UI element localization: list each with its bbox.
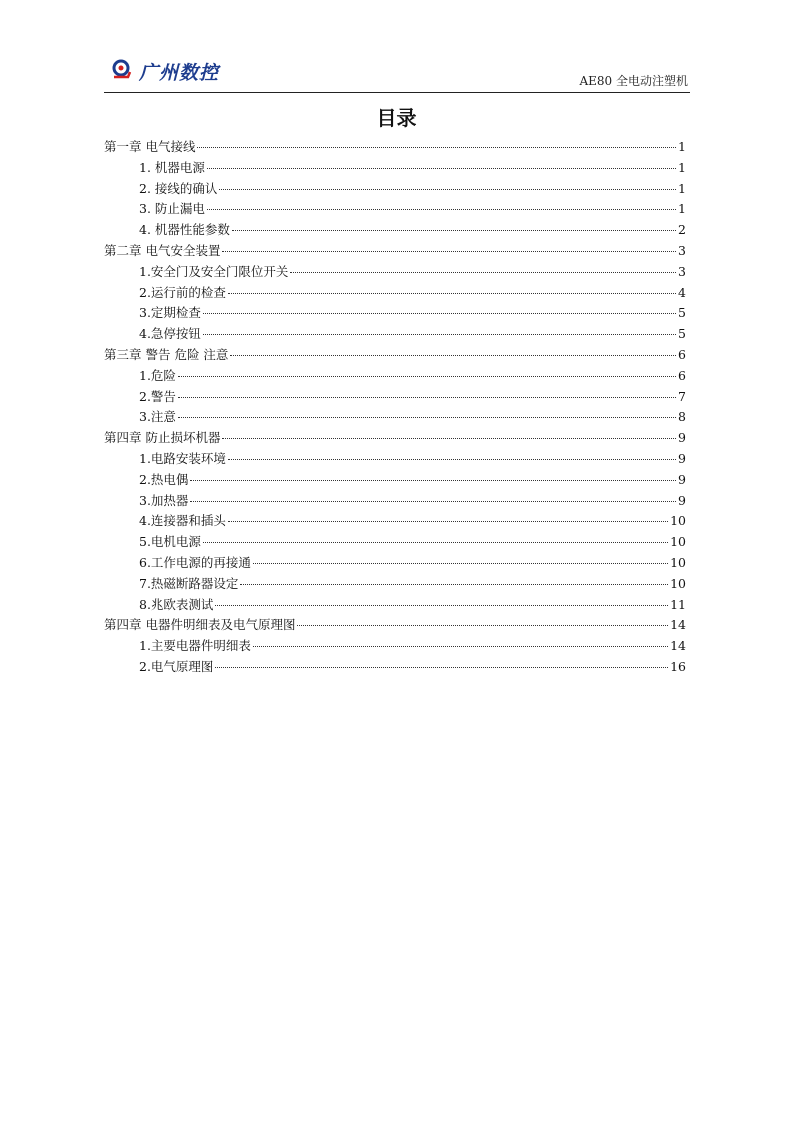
toc-section-entry[interactable] (104, 158, 686, 179)
toc-dot-leader (232, 230, 676, 231)
toc-section-entry[interactable] (104, 491, 686, 512)
toc-chapter-entry[interactable] (104, 241, 686, 262)
toc-dot-leader (219, 189, 676, 190)
toc-page-number: 11 (670, 596, 686, 612)
toc-entry-label: 第三章 警告 危险 注意 (104, 346, 229, 362)
toc-entry-label: 7.热磁断路器设定 (139, 575, 239, 591)
toc-dot-leader (228, 521, 668, 522)
toc-entry-label: 4.连接器和插头 (139, 513, 226, 529)
toc-dot-leader (222, 438, 676, 439)
toc-dot-leader (203, 334, 676, 335)
page-header (104, 54, 690, 93)
toc-page-number: 9 (678, 450, 686, 466)
gsk-logo-icon (110, 58, 136, 84)
toc-entry-label: 1.危险 (139, 367, 176, 383)
toc-section-entry[interactable] (104, 324, 686, 345)
toc-entry-label: 1. 机器电源 (139, 159, 205, 175)
toc-entry-label: 5.电机电源 (139, 534, 201, 550)
toc-section-entry[interactable] (104, 366, 686, 387)
toc-section-entry[interactable] (104, 262, 686, 283)
toc-title: 目录 (376, 106, 417, 130)
toc-section-entry[interactable] (104, 407, 686, 428)
toc-dot-leader (290, 272, 676, 273)
toc-entry-label: 8.兆欧表测试 (139, 596, 214, 612)
toc-dot-leader (253, 646, 668, 647)
toc-page-number: 9 (678, 492, 686, 508)
toc-entry-label: 1.安全门及安全门限位开关 (139, 263, 289, 279)
toc-entry-label: 1.主要电器件明细表 (139, 638, 251, 654)
toc-page-number: 9 (678, 430, 686, 446)
toc-entry-label: 3.定期检查 (139, 305, 201, 321)
toc-entry-label: 2.热电偶 (139, 471, 189, 487)
toc-section-entry[interactable] (104, 511, 686, 532)
toc-page-number: 10 (670, 575, 686, 591)
toc-chapter-entry[interactable] (104, 137, 686, 158)
toc-entry-label: 第二章 电气安全装置 (104, 242, 221, 258)
toc-entry-label: 3. 防止漏电 (139, 201, 205, 217)
toc-entry-label: 4. 机器性能参数 (139, 222, 230, 238)
toc-page-number: 1 (678, 159, 686, 175)
toc-dot-leader (178, 376, 676, 377)
toc-section-entry[interactable] (104, 387, 686, 408)
toc-section-entry[interactable] (104, 199, 686, 220)
toc-page-number: 10 (670, 554, 686, 570)
toc-section-entry[interactable] (104, 179, 686, 200)
toc-dot-leader (228, 459, 676, 460)
toc-dot-leader (297, 625, 668, 626)
toc-dot-leader (203, 542, 668, 543)
toc-section-entry[interactable] (104, 595, 686, 616)
toc-section-entry[interactable] (104, 449, 686, 470)
toc-entry-label: 1.电路安装环境 (139, 450, 226, 466)
toc-page-number: 3 (678, 242, 686, 258)
toc-entry-label: 2.电气原理图 (139, 658, 214, 674)
toc-dot-leader (222, 251, 676, 252)
toc-dot-leader (197, 147, 676, 148)
toc-page-number: 8 (678, 409, 686, 425)
toc-section-entry[interactable] (104, 532, 686, 553)
toc-page-number: 6 (678, 346, 686, 362)
toc-page-number: 9 (678, 471, 686, 487)
toc-dot-leader (253, 563, 668, 564)
toc-section-entry[interactable] (104, 283, 686, 304)
toc-section-entry[interactable] (104, 574, 686, 595)
toc-page-number: 14 (670, 638, 686, 654)
toc-page-number: 2 (678, 222, 686, 238)
toc-page-number: 6 (678, 367, 686, 383)
document-title: AE80 全电动注塑机 (579, 74, 688, 88)
toc-page-number: 5 (678, 305, 686, 321)
toc-entry-label: 3.注意 (139, 409, 176, 425)
toc-entry-label: 2.警告 (139, 388, 176, 404)
toc-section-entry[interactable] (104, 220, 686, 241)
toc-section-entry[interactable] (104, 553, 686, 574)
toc-dot-leader (230, 355, 676, 356)
toc-page-number: 14 (670, 617, 686, 633)
toc-entry-label: 4.急停按钮 (139, 326, 201, 342)
toc-entry-label: 2.运行前的检查 (139, 284, 226, 300)
toc-page-number: 7 (678, 388, 686, 404)
toc-entry-label: 2. 接线的确认 (139, 180, 218, 196)
toc-entry-label: 第一章 电气接线 (104, 139, 196, 154)
toc-page-number: 1 (678, 139, 686, 154)
toc-entry-label: 6.工作电源的再接通 (139, 554, 251, 570)
toc-dot-leader (190, 501, 676, 502)
toc-dot-leader (228, 293, 676, 294)
toc-dot-leader (190, 480, 676, 481)
toc-dot-leader (207, 209, 676, 210)
toc-dot-leader (207, 168, 676, 169)
logo-text: 广州数控 (139, 61, 220, 84)
company-logo (110, 57, 219, 85)
table-of-contents (104, 137, 686, 678)
toc-entry-label: 3.加热器 (139, 492, 189, 508)
toc-page-number: 3 (678, 263, 686, 279)
toc-dot-leader (215, 605, 668, 606)
toc-page-number: 5 (678, 326, 686, 342)
toc-section-entry[interactable] (104, 303, 686, 324)
toc-page-number: 1 (678, 201, 686, 217)
toc-chapter-entry[interactable] (104, 345, 686, 366)
toc-dot-leader (178, 397, 676, 398)
toc-dot-leader (178, 417, 676, 418)
toc-chapter-entry[interactable] (104, 615, 686, 636)
toc-page-number: 1 (678, 180, 686, 196)
toc-page-number: 10 (670, 534, 686, 550)
toc-entry-label: 第四章 电器件明细表及电气原理图 (104, 617, 296, 633)
toc-dot-leader (203, 313, 676, 314)
toc-section-entry[interactable] (104, 636, 686, 657)
toc-dot-leader (215, 667, 668, 668)
toc-page-number: 16 (670, 658, 686, 674)
toc-page-number: 4 (678, 284, 686, 300)
toc-section-entry[interactable] (104, 657, 686, 678)
toc-dot-leader (240, 584, 668, 585)
toc-entry-label: 第四章 防止损坏机器 (104, 430, 221, 446)
toc-section-entry[interactable] (104, 470, 686, 491)
toc-chapter-entry[interactable] (104, 428, 686, 449)
toc-page-number: 10 (670, 513, 686, 529)
